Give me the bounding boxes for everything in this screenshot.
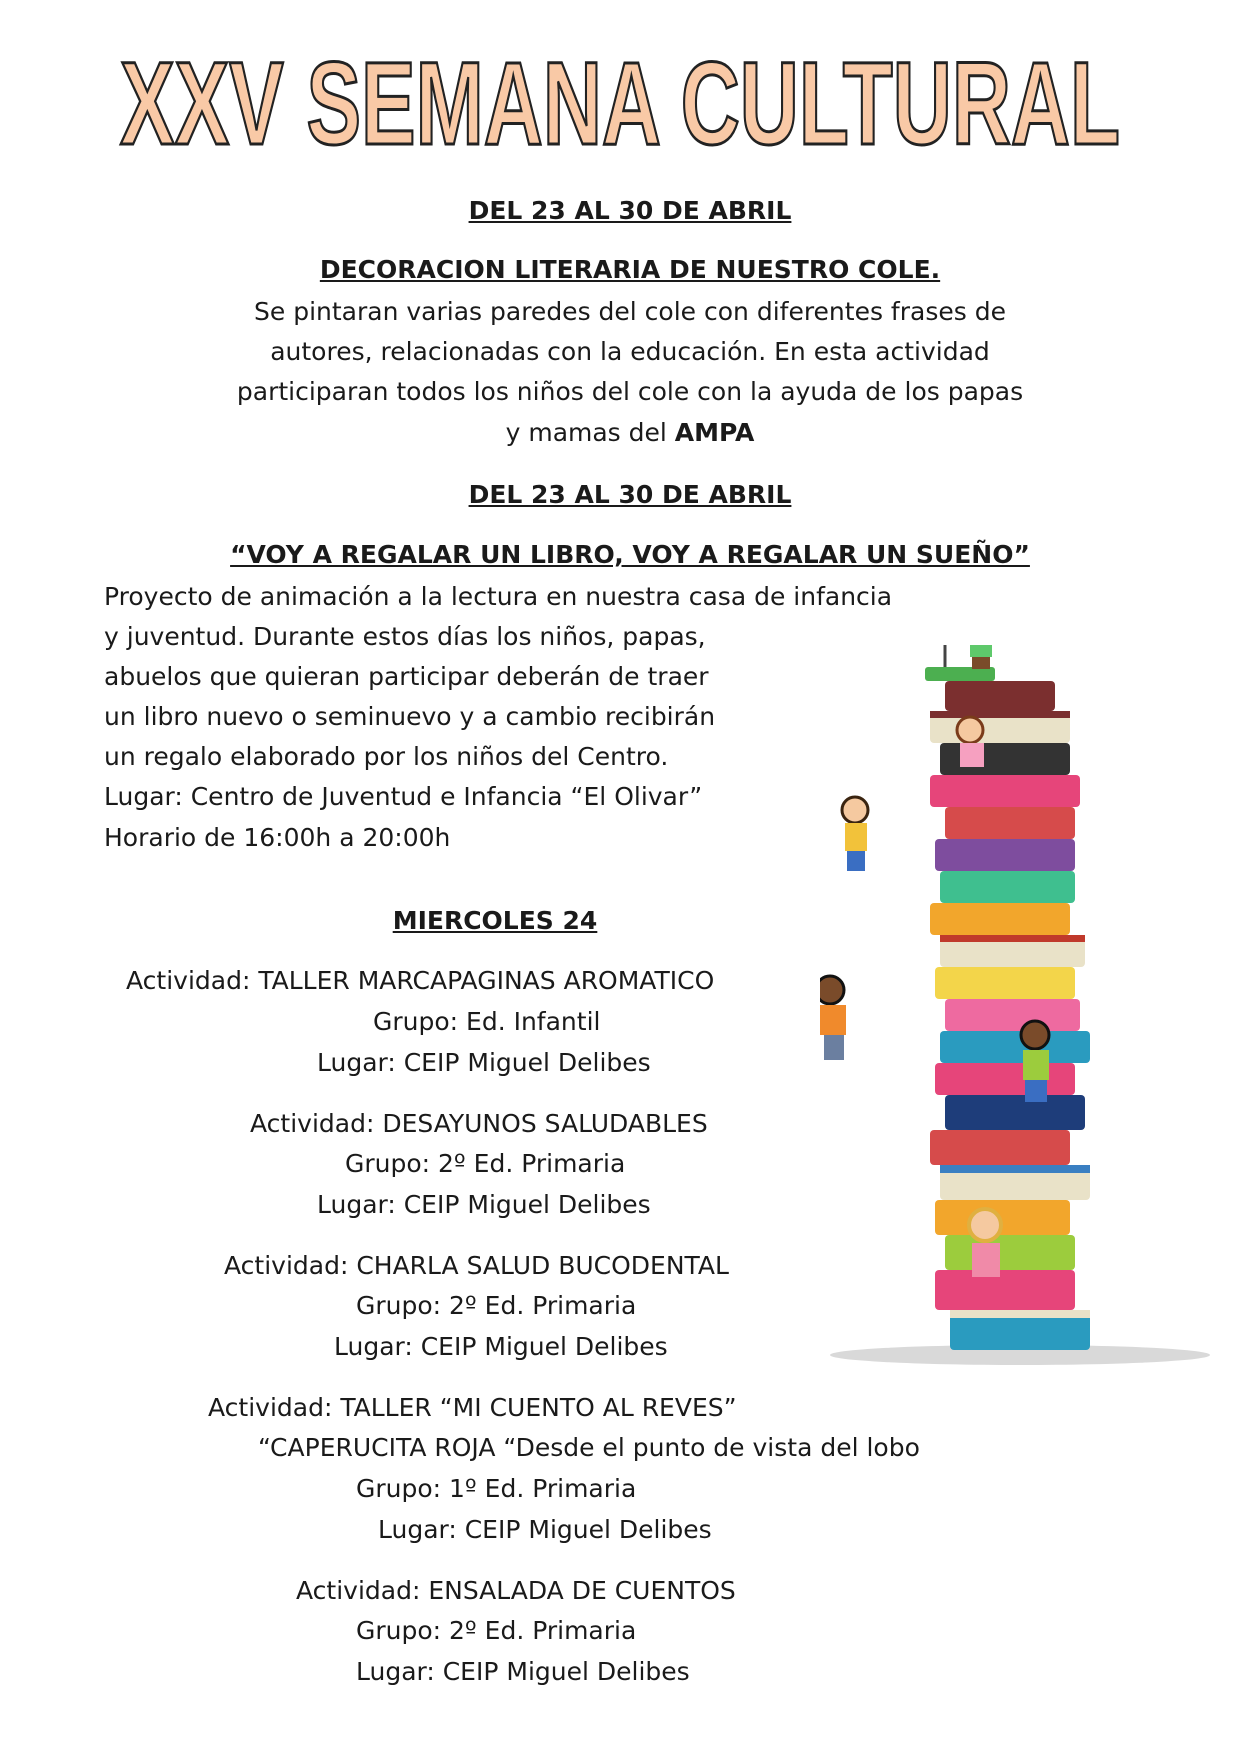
title-wordart	[0, 22, 1241, 172]
section2-line-6: Lugar: Centro de Juventud e Infancia “El Olivar”	[104, 782, 703, 811]
section1-line-4	[160, 418, 1100, 448]
section1-line-2: autores, relacionadas con la educación. En esta actividad	[270, 337, 990, 366]
books-illustration	[820, 645, 1220, 1375]
section1-line-4-text: y mamas del	[505, 418, 675, 447]
section1-heading: DECORACION LITERARIA DE NUESTRO COLE.	[319, 255, 941, 284]
section1-date: DEL 23 AL 30 DE ABRIL	[468, 196, 792, 225]
activity-2-group: Grupo: 2º Ed. Primaria	[345, 1149, 626, 1178]
title-text: XXV SEMANA CULTURAL	[120, 38, 1120, 170]
activity-4-subtitle: “CAPERUCITA ROJA “Desde el punto de vista del lobo	[258, 1433, 920, 1462]
activity-4-place: Lugar: CEIP Miguel Delibes	[378, 1515, 712, 1544]
activity-3-title: Actividad: CHARLA SALUD BUCODENTAL	[224, 1251, 729, 1280]
section2-line-3: abuelos que quieran participar deberán de traer	[104, 662, 709, 691]
activity-5-title: Actividad: ENSALADA DE CUENTOS	[296, 1576, 736, 1605]
activity-1-group: Grupo: Ed. Infantil	[373, 1007, 601, 1036]
ampa-label: AMPA	[674, 418, 755, 447]
section2-heading: “VOY A REGALAR UN LIBRO, VOY A REGALAR UN SUEÑO”	[230, 540, 1030, 569]
activity-1-place: Lugar: CEIP Miguel Delibes	[317, 1048, 651, 1077]
activity-1-title: Actividad: TALLER MARCAPAGINAS AROMATICO	[126, 966, 715, 995]
section2-line-7: Horario de 16:00h a 20:00h	[104, 823, 451, 852]
section2-line-5: un regalo elaborado por los niños del Centro.	[104, 742, 669, 771]
activity-2-place: Lugar: CEIP Miguel Delibes	[317, 1190, 651, 1219]
activity-5-place: Lugar: CEIP Miguel Delibes	[356, 1657, 690, 1686]
section2-date: DEL 23 AL 30 DE ABRIL	[468, 480, 792, 509]
activity-5-group: Grupo: 2º Ed. Primaria	[356, 1616, 637, 1645]
section2-line-4: un libro nuevo o seminuevo y a cambio recibirán	[104, 702, 716, 731]
page-title	[0, 22, 1241, 172]
section2-line-2: y juventud. Durante estos días los niños, papas,	[104, 622, 706, 651]
activity-3-group: Grupo: 2º Ed. Primaria	[356, 1291, 637, 1320]
book-stack-image	[820, 645, 1220, 1375]
activity-4-title: Actividad: TALLER “MI CUENTO AL REVES”	[208, 1393, 737, 1422]
section1-line-1: Se pintaran varias paredes del cole con diferentes frases de	[254, 297, 1006, 326]
activity-3-place: Lugar: CEIP Miguel Delibes	[334, 1332, 668, 1361]
activity-4-group: Grupo: 1º Ed. Primaria	[356, 1474, 637, 1503]
activity-2-title: Actividad: DESAYUNOS SALUDABLES	[250, 1109, 708, 1138]
section2-line-1: Proyecto de animación a la lectura en nuestra casa de infancia	[104, 582, 893, 611]
section1-line-3: participaran todos los niños del cole con la ayuda de los papas	[236, 377, 1024, 406]
miercoles-heading: MIERCOLES 24	[392, 906, 598, 935]
